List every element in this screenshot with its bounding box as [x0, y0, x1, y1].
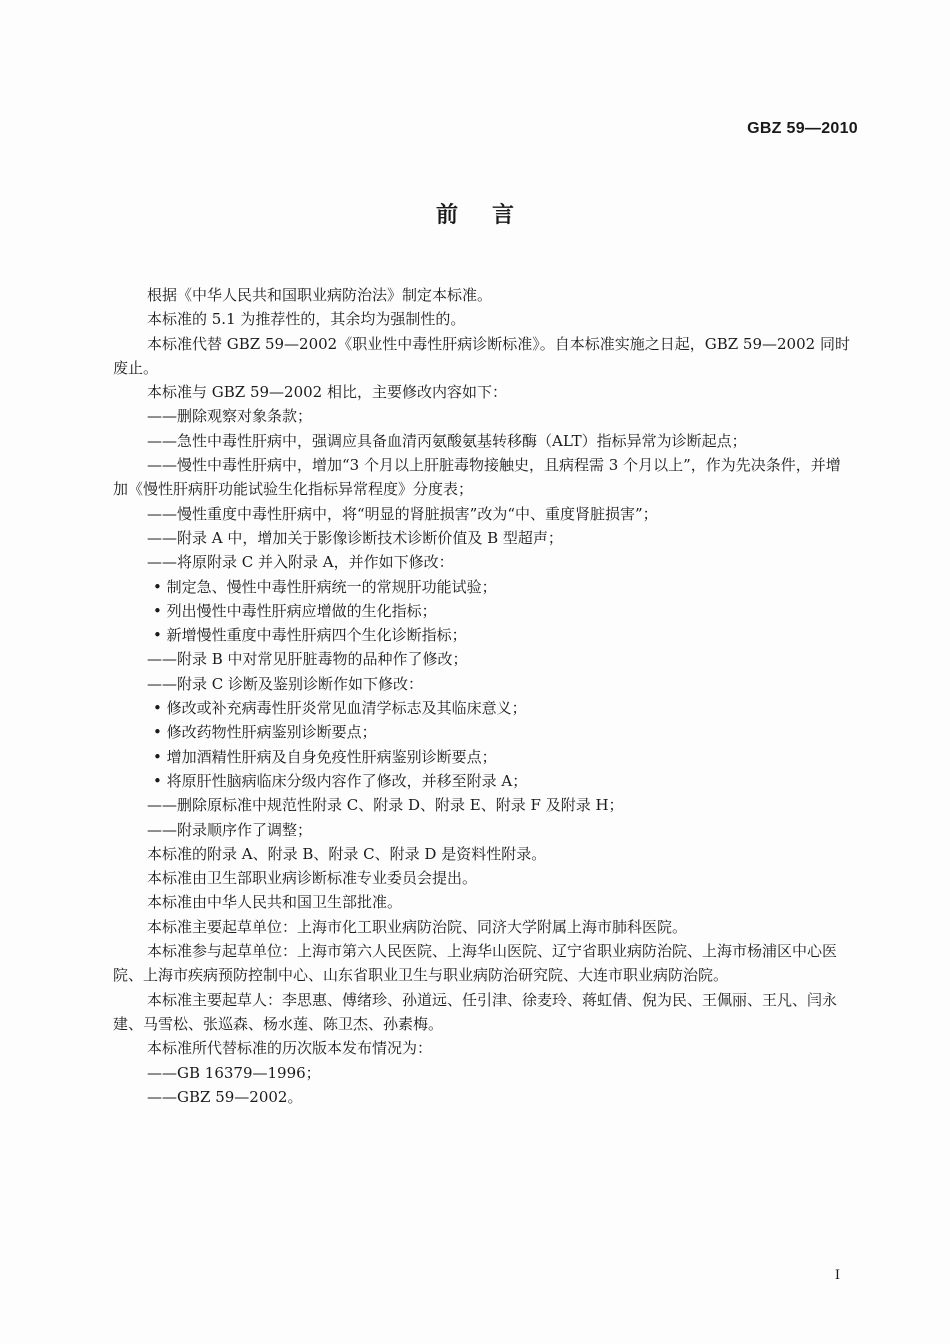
list-item: ——将原附录 C 并入附录 A，并作如下修改：	[147, 553, 454, 572]
paragraph: 本标准所代替标准的历次版本发布情况为：	[147, 1039, 433, 1058]
list-item: ——急性中毒性肝病中，强调应具备血清丙氨酸氨基转移酶（ALT）指标异常为诊断起点；	[147, 431, 747, 450]
paragraph: 本标准参与起草单位：上海市第六人民医院、上海华山医院、辽宁省职业病防治院、上海市杨浦区中心医院、上海市疾病预防控制中心、山东省职业卫生与职业病防治研究院、大连市职业病防治院。	[113, 942, 838, 985]
paragraph: 本标准主要起草单位：上海市化工职业病防治院、同济大学附属上海市肺科医院。	[147, 917, 688, 936]
page-title: 前言	[435, 203, 548, 228]
bullet-item: • 增加酒精性肝病及自身免疫性肝病鉴别诊断要点；	[153, 747, 497, 766]
list-item: ——附录 A 中，增加关于影像诊断技术诊断价值及 B 型超声；	[147, 528, 563, 547]
paragraph: 本标准主要起草人：李思惠、傅绪珍、孙道远、任引津、徐麦玲、蒋虹倩、倪为民、王佩丽、王凡、闫永建、马雪松、张巡森、杨水莲、陈卫杰、孙素梅。	[113, 990, 838, 1033]
standard-code: GBZ 59—2010	[747, 120, 858, 137]
paragraph: 本标准由卫生部职业病诊断标准专业委员会提出。	[147, 869, 478, 888]
bullet-item: • 新增慢性重度中毒性肝病四个生化诊断指标；	[153, 626, 467, 645]
bullet-item: • 制定急、慢性中毒性肝病统一的常规肝功能试验；	[153, 577, 497, 596]
bullet-item: • 修改药物性肝病鉴别诊断要点；	[153, 723, 377, 742]
paragraph: 本标准由中华人民共和国卫生部批准。	[147, 893, 403, 912]
preface-body	[113, 283, 855, 1109]
paragraph: 根据《中华人民共和国职业病防治法》制定本标准。	[147, 286, 493, 304]
list-item: ——附录顺序作了调整；	[147, 820, 313, 839]
page-number: I	[834, 1268, 840, 1283]
paragraph: 本标准的附录 A、附录 B、附录 C、附录 D 是资料性附录。	[147, 844, 547, 863]
list-item: ——GBZ 59—2002。	[147, 1087, 303, 1106]
list-item: ——删除原标准中规范性附录 C、附录 D、附录 E、附录 F 及附录 H；	[147, 796, 624, 815]
paragraph: 本标准与 GBZ 59—2002 相比，主要修改内容如下：	[147, 383, 507, 402]
bullet-item: • 列出慢性中毒性肝病应增做的生化指标；	[153, 601, 437, 620]
list-item: ——附录 C 诊断及鉴别诊断作如下修改：	[147, 674, 424, 693]
bullet-item: • 修改或补充病毒性肝炎常见血清学标志及其临床意义；	[153, 699, 527, 718]
list-item: ——GB 16379—1996；	[147, 1063, 321, 1082]
paragraph: 本标准的 5.1 为推荐性的，其余均为强制性的。	[147, 310, 466, 329]
list-item: ——慢性中毒性肝病中，增加“3 个月以上肝脏毒物接触史，且病程需 3 个月以上”，作为先决条件，并增加《慢性肝病肝功能试验生化指标异常程度》分度表；	[113, 456, 841, 499]
bullet-item: • 将原肝性脑病临床分级内容作了修改，并移至附录 A；	[153, 771, 528, 790]
list-item: ——删除观察对象条款；	[147, 407, 313, 426]
list-item: ——附录 B 中对常见肝脏毒物的品种作了修改；	[147, 650, 468, 669]
list-item: ——慢性重度中毒性肝病中，将“明显的肾脏损害”改为“中、重度肾脏损害”；	[147, 504, 658, 523]
paragraph: 本标准代替 GBZ 59—2002《职业性中毒性肝病诊断标准》。自本标准实施之日起，GBZ 59—2002 同时废止。	[113, 334, 850, 377]
